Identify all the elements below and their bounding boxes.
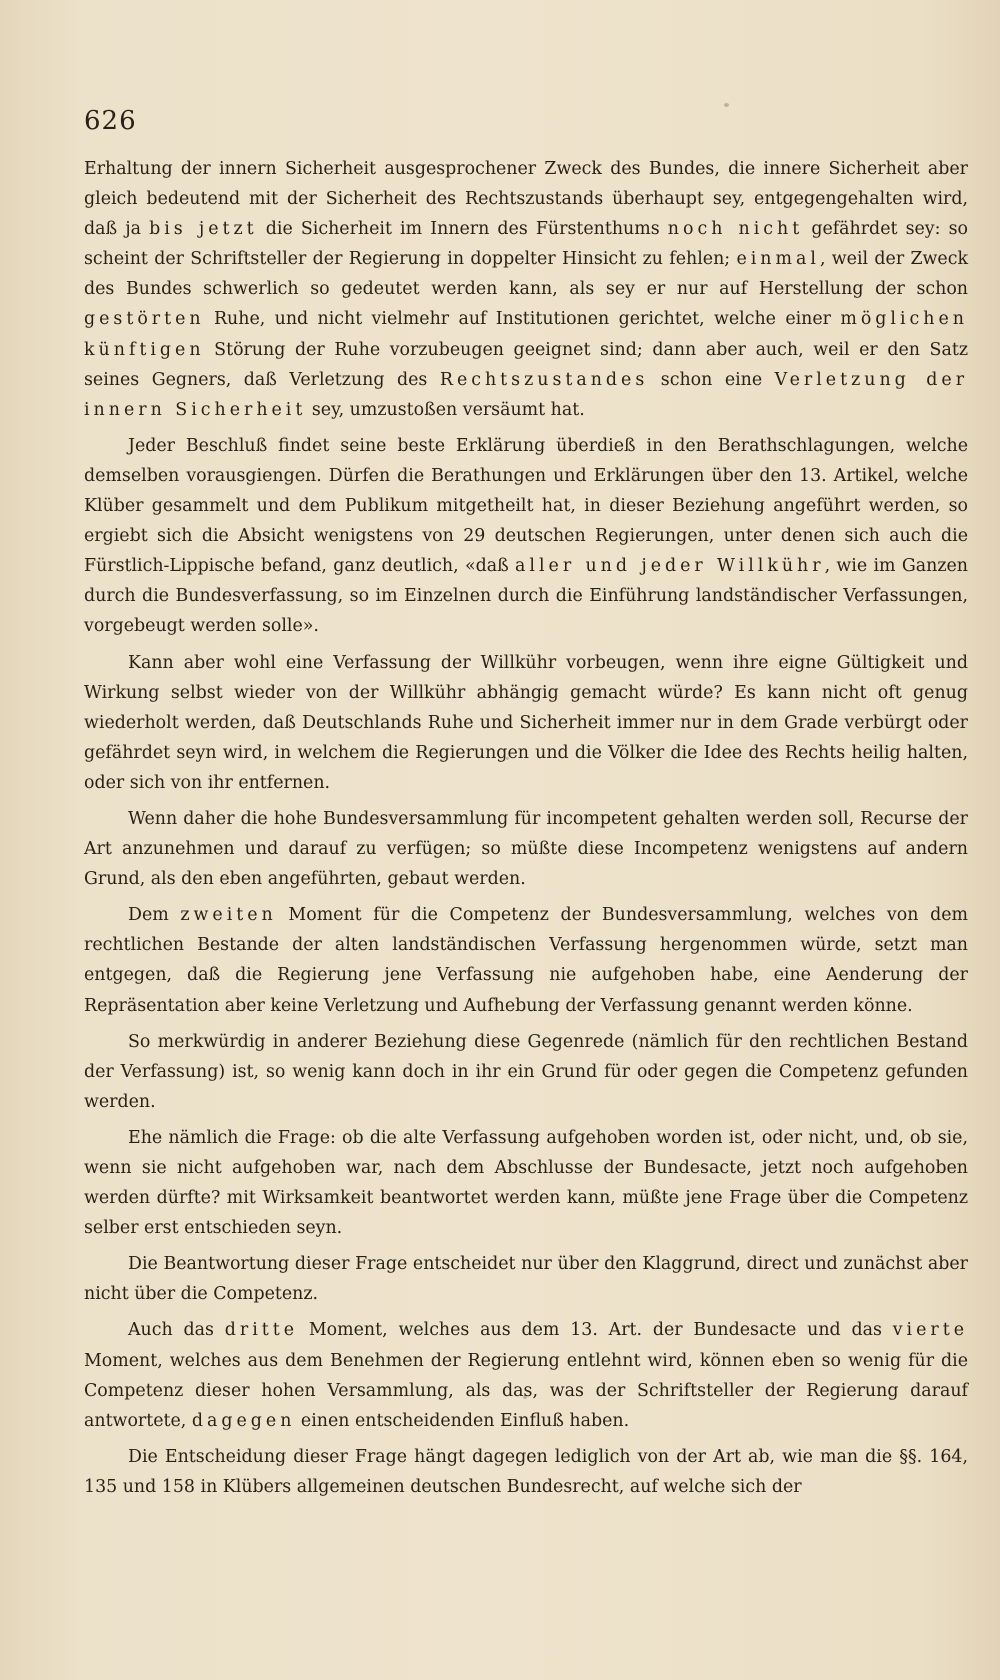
emphasized-text: bis jetzt <box>149 219 258 240</box>
paragraph <box>84 154 968 425</box>
emphasized-text: Rechtszustandes <box>439 369 649 390</box>
text-segment: Moment, welches aus dem 13. Art. der Bundesacte und das <box>298 1320 893 1341</box>
paragraph <box>84 1249 968 1309</box>
text-segment: , weil der Zweck des Bundes schwerlich so gedeutet werden kann, als sey er nur auf Herstellung der schon <box>84 249 968 300</box>
text-segment: Jeder Beschluß findet seine beste Erklärung überdieß in den Berathschlagungen, welche demselben vorausgiengen. Dürfen die Berathungen und Erklärungen über den 13. Artikel, welche Klüber gesammelt und dem Publikum mitgetheilt hat, in dieser Beziehung angeführt werden, so ergiebt sich die Absicht wenigstens von 29 deutschen Regierungen, unter denen sich auch die Fürstlich-Lippische befand, ganz deutlich, «daß <box>84 435 968 577</box>
emphasized-text: aller und jeder Willkühr <box>515 556 825 577</box>
text-segment: gefährdet sey: so scheint der Schriftsteller der Regierung in doppelter Hinsicht zu fehlen; <box>84 219 968 270</box>
text-segment: Die Entscheidung dieser Frage hängt dagegen lediglich von der Art ab, wie man die §§. 164, 135 und 158 in Klübers allgemeinen deutschen Bundesrecht, auf welche sich der <box>84 1446 968 1497</box>
emphasized-text: zweiten <box>180 905 277 926</box>
emphasized-text: dritte <box>224 1320 299 1341</box>
text-segment: Störung der Ruhe vorzubeugen geeignet sind; dann aber auch, weil er den Satz seines Gegners, daß Verletzung des <box>84 339 968 390</box>
paragraph <box>84 1442 968 1502</box>
emphasized-text: möglichen künftigen <box>84 309 968 360</box>
text-segment: Wenn daher die hohe Bundesversammlung für incompetent gehalten werden soll, Recurse der Art anzunehmen und darauf zu verfügen; so müßte diese Incompetenz wenigstens auf andern Grund, als den eben angeführten, gebaut werden. <box>84 808 968 890</box>
paragraph <box>84 900 968 1020</box>
paragraph <box>84 431 968 642</box>
text-segment: Kann aber wohl eine Verfassung der Willkühr vorbeugen, wenn ihre eigne Gültigkeit und Wirkung selbst wieder von der Willkühr abhängig gemacht würde? Es kann nicht oft genug wiederholt werden, daß Deutschlands Ruhe und Sicherheit immer nur in dem Grade verbürgt oder gefährdet seyn wird, in welchem die Regierungen und die Völker die Idee des Rechts heilig halten, oder sich von ihr entfernen. <box>84 652 968 793</box>
paragraph <box>84 1315 968 1435</box>
paper-speck <box>724 103 729 107</box>
text-segment: Moment für die Competenz der Bundesversammlung, welches von dem rechtlichen Bestande der alten landständischen Verfassung hergenommen würde, setzt man entgegen, daß die Regierung jene Verfassung nie aufgehoben habe, eine Aenderung der Repräsentation aber keine Verletzung und Aufhebung der Verfassung genannt werden könne. <box>84 905 968 1016</box>
emphasized-text: vierte <box>892 1320 969 1341</box>
emphasized-text: dagegen <box>191 1410 296 1431</box>
text-segment: Die Beantwortung dieser Frage entscheidet nur über den Klaggrund, direct und zunächst aber nicht über die Competenz. <box>84 1254 968 1305</box>
emphasized-text: Verletzung der innern Sicherheit <box>84 369 969 420</box>
paragraph <box>84 648 968 798</box>
emphasized-text: gestörten <box>84 309 205 330</box>
text-segment: sey, umzustoßen versäumt hat. <box>306 399 585 420</box>
text-segment: Auch das <box>128 1320 225 1341</box>
text-segment: So merkwürdig in anderer Beziehung diese Gegenrede (nämlich für den rechtlichen Bestand der Verfassung) ist, so wenig kann doch in ihr ein Grund für oder gegen die Competenz gefunden werden. <box>84 1031 968 1112</box>
text-segment: Ruhe, und nicht vielmehr auf Institutionen gerichtet, welche einer <box>204 309 841 330</box>
paragraph <box>84 804 968 894</box>
text-segment: , wie im Ganzen durch die Bundesverfassung, so im Einzelnen durch die Einführung landständischer Verfassungen, vorgebeugt werden solle». <box>84 556 968 637</box>
body-text <box>84 154 968 1508</box>
text-segment: einen entscheidenden Einfluß haben. <box>295 1410 630 1431</box>
emphasized-text: einmal <box>736 249 820 270</box>
text-segment: Erhaltung der innern Sicherheit ausgesprochener Zweck des Bundes, die innere Sicherheit aber gleich bedeutend mit der Sicherheit des Rechtszustands überhaupt sey, entgegengehalten wird, daß ja <box>84 159 968 240</box>
text-segment: die Sicherheit im Innern des Fürstenthums <box>257 219 668 240</box>
paragraph <box>84 1027 968 1117</box>
page-number: 626 <box>84 106 137 136</box>
emphasized-text: noch nicht <box>667 219 804 240</box>
text-segment: Ehe nämlich die Frage: ob die alte Verfassung aufgehoben worden ist, oder nicht, und, ob sie, wenn sie nicht aufgehoben war, nach dem Abschlusse der Bundesacte, jetzt noch aufgehoben werden dürfte? mit Wirksamkeit beantwortet werden kann, müßte jene Frage über die Competenz selber erst entschieden seyn. <box>84 1127 968 1239</box>
text-segment: Moment, welches aus dem Benehmen der Regierung entlehnt wird, können eben so wenig für die Competenz dieser hohen Versammlung, als das, was der Schriftsteller der Regierung darauf antwortete, <box>84 1350 968 1431</box>
text-segment: Dem <box>128 905 181 926</box>
paragraph <box>84 1123 968 1243</box>
text-segment: schon eine <box>648 369 775 390</box>
